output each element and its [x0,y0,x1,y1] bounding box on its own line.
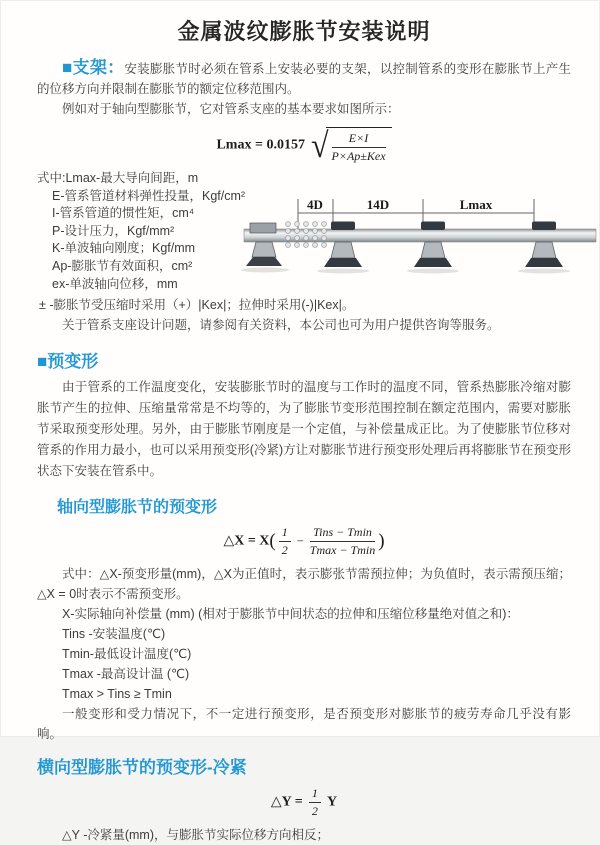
right-paren: ) [378,530,385,552]
lmax-fraction-denominator: P×Ap±Kex [331,149,386,163]
service-note: 关于管系支座设计问题，请参阅有关资料，本公司也可为用户提供咨询等服务。 [62,318,500,333]
section-square-icon: ■ [62,58,73,77]
predeform-section-label: 预变形 [47,352,99,372]
lateral-subheading: 横向型膨胀节的预变形-冷紧 [37,758,247,778]
guide-support-icon-2 [414,222,452,268]
support-example-line: 例如对于轴向型膨胀节，它对管系支座的基本要求如图所示： [62,102,400,116]
sqrt-glyph: √ [310,125,329,165]
lateral-formula [37,786,571,819]
definition-ex: ex-单波轴向位移，mm [52,276,178,291]
lmax-formula-lhs: Lmax = 0.0157 [216,137,305,153]
support-section-heading [62,58,124,77]
radical-sign [311,127,392,164]
lateral-formula-rhs: Y [326,794,338,810]
lateral-fraction-numerator: 1 [309,786,321,803]
x-definition-line: X-实际轴向补偿量 (mm) (相对于膨胀节中间状态的拉伸和压缩位移量绝对值之和)： [62,607,519,622]
page-title: 金属波纹膨胀节安装说明 [177,19,431,44]
left-paren: ( [269,530,276,552]
definition-e: E-管系管道材料弹性投量，Kgf/cm² [52,188,246,203]
support-spacing-diagram [244,193,596,285]
axial-note-line: 一般变形和受力情况下，不一定进行预变形，是否预变形对膨胀节的疲劳寿命几乎没有影响。 [37,707,571,742]
dim-label-4d: 4D [307,197,323,212]
temp-fraction-denominator: Tmax − Tmin [309,543,376,558]
tmax-line: Tmax -最高设计温 (℃) [62,667,190,682]
definition-ap: Ap-膨胀节有效面积，cm² [52,258,193,273]
sign-convention-note: ± -膨胀节受压缩时采用（+）|Kex|；拉伸时采用(-)|Kex|。 [39,298,355,313]
predeform-body-paragraph: 由于管系的工作温度变化，安装膨胀节时的温度与工作时的温度不同，管系热膨胀冷缩对膨胀节产生的拉伸、压缩量常常是不均等的，为了膨胀节变形范围控制在额定范围内，需要对膨胀节采取预变形处理。另外，由于膨胀节刚度是一个定值，与补偿量成正比。为了使膨胀节位移对管系的作用力最小，也可以采用预变形(冷紧)方让对膨胀节进行预变形处理后再将膨胀节在预变形状态下安装在管系中。 [37,380,571,479]
support-intro-text: 安装膨胀节时必须在管系上安装必要的支架，以控制管系的变形在膨胀节上产生的位移方向并限制在膨胀节的额定位移范围内。 [37,62,571,96]
lateral-formula-lhs: △Y = [270,794,303,810]
tmin-line: Tmin-最低设计温度(℃) [62,647,192,662]
predeform-section-heading [37,347,571,372]
dim-label-lmax: Lmax [459,197,493,212]
y-definition-line: △Y -冷紧量(mm)，与膨胀节实际位移方向相反； [62,828,330,843]
temp-fraction-numerator: Tins − Tmin [310,525,375,542]
definition-i: I-管系管道的惯性矩，cm⁴ [52,206,195,221]
support-intro-paragraph [37,58,571,99]
pipe-diagram-svg [244,193,596,285]
section-square-icon: ■ [37,352,48,372]
definition-p: P-设计压力，Kgf/mm² [52,223,175,238]
ground-shadows [241,268,570,274]
lateral-fraction-denominator: 2 [311,804,318,819]
half-numerator: 1 [279,525,291,542]
axial-explain-paragraph: 式中：△X-预变形量(mm)，△X为正值时，表示膨张节需预拉伸；为负值时，表示需预压缩；△X = 0时表示不需预变形。 [37,567,571,602]
tins-line: Tins -安装温度(℃) [62,627,166,642]
lmax-formula [37,127,571,164]
guide-support-icon-3 [525,222,563,268]
axial-formula-lhs: △X = X [223,533,270,549]
dim-label-14d: 14D [366,197,390,212]
temperature-inequality-line: Tmax > Tins ≥ Tmin [62,687,172,702]
definition-lmax: 式中:Lmax-最大导向间距，m [37,171,199,185]
lateral-half-fraction [309,786,321,819]
support-section-label: 支架： [72,58,125,77]
temperature-fraction [310,525,375,558]
lmax-fraction [332,131,386,164]
minus-sign: − [296,534,304,549]
half-fraction [279,525,291,558]
guide-support-icon-1 [324,222,362,268]
axial-formula [37,525,571,558]
definition-k: K-单波轴向刚度；Kgf/mm [52,241,196,256]
axial-subheading: 轴向型膨胀节的预变形 [57,499,218,517]
lmax-fraction-numerator: E×I [332,131,386,148]
half-denominator: 2 [281,543,288,558]
